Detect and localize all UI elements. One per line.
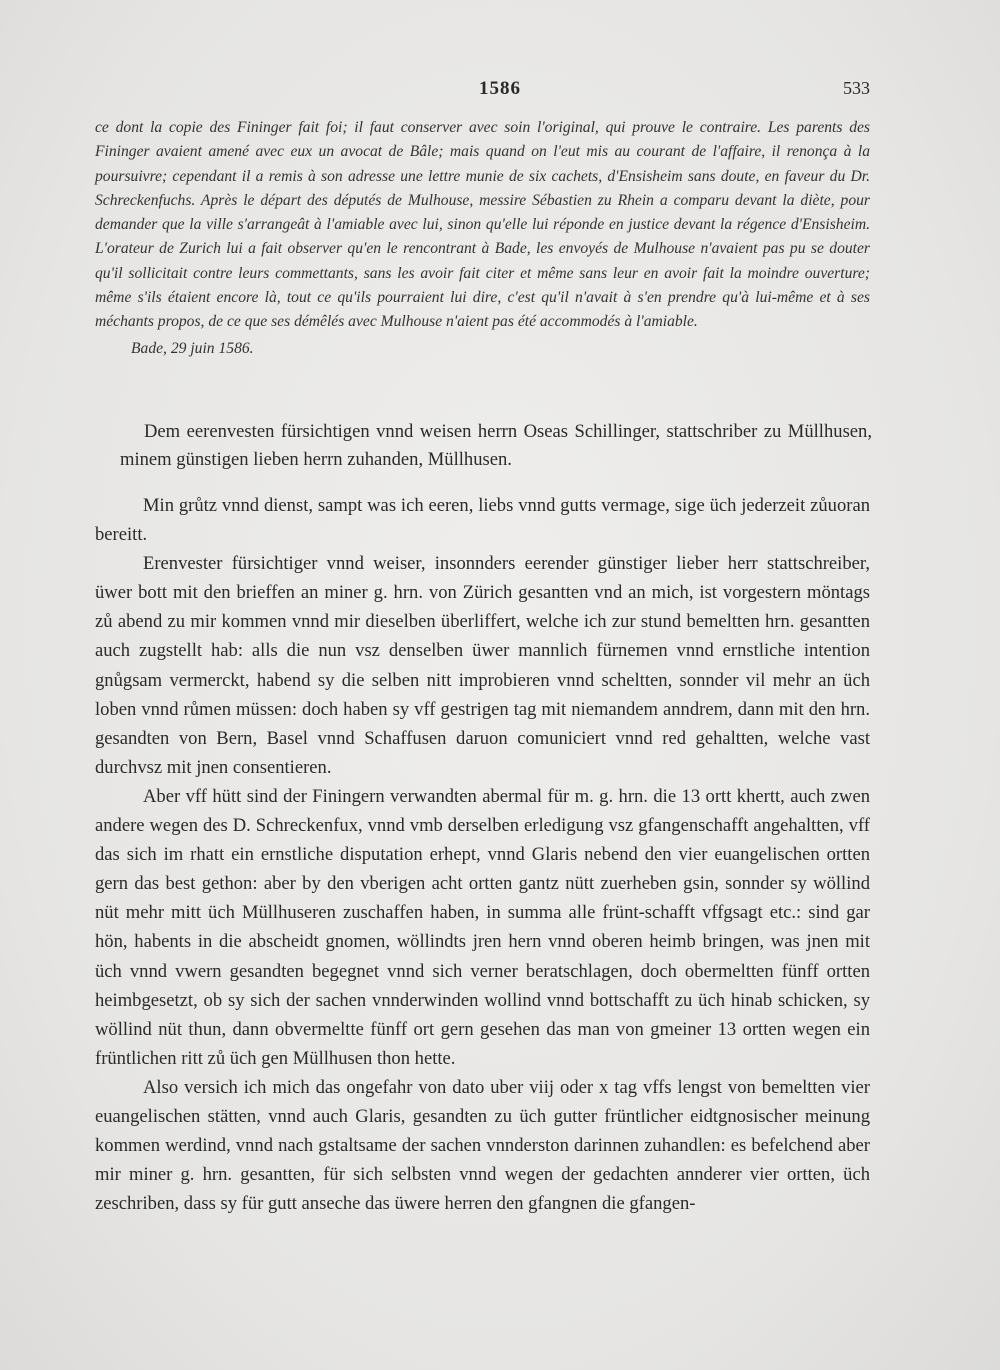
address-text: Dem eerenvesten fürsichtigen vnnd weisen herrn Oseas Schillinger, stattschriber zu Müllhusen, minem günstigen lieben herrn zuhanden, Müllhusen. (120, 421, 872, 470)
paragraph-1: Erenvester fürsichtiger vnnd weiser, insonnders eerender günstiger lieber herr stattschreiber, üwer bott mit den brieffen an miner g. hrn. von Zürich gesantten vnd an mich, ist vorgestern möntags zů abend zu mir kommen vnnd mir dieselben überliffert, welche ich zur stund bemeltten hrn. gesantten auch zugstellt hab: alls die nun vsz denselben üwer mannlich fürnemen vnnd ernstliche intention gnůgsam vermerckt, habend sy die selben nitt improbieren vnnd scheltten, sonnder vil mehr an üch loben vnnd růmen müssen: doch haben sy vff gestrigen tag mit niemandem anndrem, dann mit den hrn. gesandten von Bern, Basel vnnd Schaffusen daruon comuniciert vnnd red gehaltten, welche vast durchvsz mit jnen consentieren. (95, 553, 870, 778)
header-year: 1586 (479, 78, 521, 99)
french-summary-note (95, 116, 870, 361)
page-number: 533 (843, 78, 870, 98)
paragraph-2: Aber vff hütt sind der Finingern verwandten abermal für m. g. hrn. die 13 ortt khertt, auch zwen andere wegen des D. Schreckenfux, vnnd vmb derselben erledigung vsz gfangenschafft angehaltten, vff das sich im rhatt ein ernstliche disputation erhept, vnnd Glaris nebend den vier euangelischen ortten gern das best gethon: aber by den vberigen acht ortten gantz nütt zuerheben gsin, sonnder sy wöllind nüt mehr mitt üch Müllhuseren zuschaffen haben, in summa alle frünt-schafft vffgsagt etc.: sind gar hön, habents in die abscheidt gnomen, wöllindts jren hern vnnd oberen heimb bringen, was jnen mit üch vnnd vwern gesandten begegnet vnnd sich verner beratschlagen, doch obermeltten fünff ortten heimbgesetzt, ob sy sich der sachen vnnderwinden wollind vnnd bottschafft zu üch hinab schicken, sy wöllind nüt thun, dann obvermeltte fünff ort gern gesehen das man von gmeiner 13 ortten wegen ein früntlichen ritt zů üch gen Müllhusen thon hette. (95, 785, 870, 1069)
note-dateline: Bade, 29 juin 1586. (131, 339, 254, 357)
letter-body (95, 491, 870, 1218)
paragraph-3: Also versich ich mich das ongefahr von dato uber viij oder x tag vffs lengst von bemeltten vier euangelischen stätten, vnnd auch Glaris, gesandten zu üch gutter früntlicher eidtgnosischer meinung kommen werdind, vnnd nach gstaltsame der sachen vnnderston darinnen zuhandlen: es befelchend aber mir miner g. hrn. gesantten, für sich selbsten vnnd wegen der gedachten annderer vier ortten, üch zeschriben, dass sy für gutt anseche das üwere herren den gfangnen die gfangen- (95, 1076, 870, 1215)
letter-address (120, 418, 872, 474)
running-header (0, 76, 1000, 104)
paragraph-greeting: Min grůtz vnnd dienst, sampt was ich eeren, liebs vnnd gutts vermage, sige üch jederzeit zůuoran bereitt. (95, 495, 870, 546)
note-text: ce dont la copie des Fininger fait foi; il faut conserver avec soin l'original, qui prouve le contraire. Les parents des Fininger avaient amené avec eux un avocat de Bâle; mais quand on l'eut mis au courant de l'affaire, il renonça à la poursuivre; cependant il a remis à son adresse une lettre munie de six cachets, d'Ensisheim sans doute, en faveur du Dr. Schreckenfuchs. Après le départ des députés de Mulhouse, messire Sébastien zu Rhein a comparu devant la diète, pour demander que la ville s'arrangeât à l'amiable avec lui, sinon qu'elle lui réponde en justice devant la régence d'Ensisheim. L'orateur de Zurich lui a fait observer qu'en le rencontrant à Bade, les envoyés de Mulhouse n'avaient pas pu se douter qu'il sollicitait contre leurs commettants, sans les avoir fait citer et même sans leur en avoir fait la moindre ouverture; même s'ils étaient encore là, tout ce qu'ils pourraient lui dire, c'est qu'il n'avait à s'en prendre qu'à lui-même et à ses méchants propos, de ce que ses démêlés avec Mulhouse n'aient pas été accommodés à l'amiable. (95, 119, 870, 331)
